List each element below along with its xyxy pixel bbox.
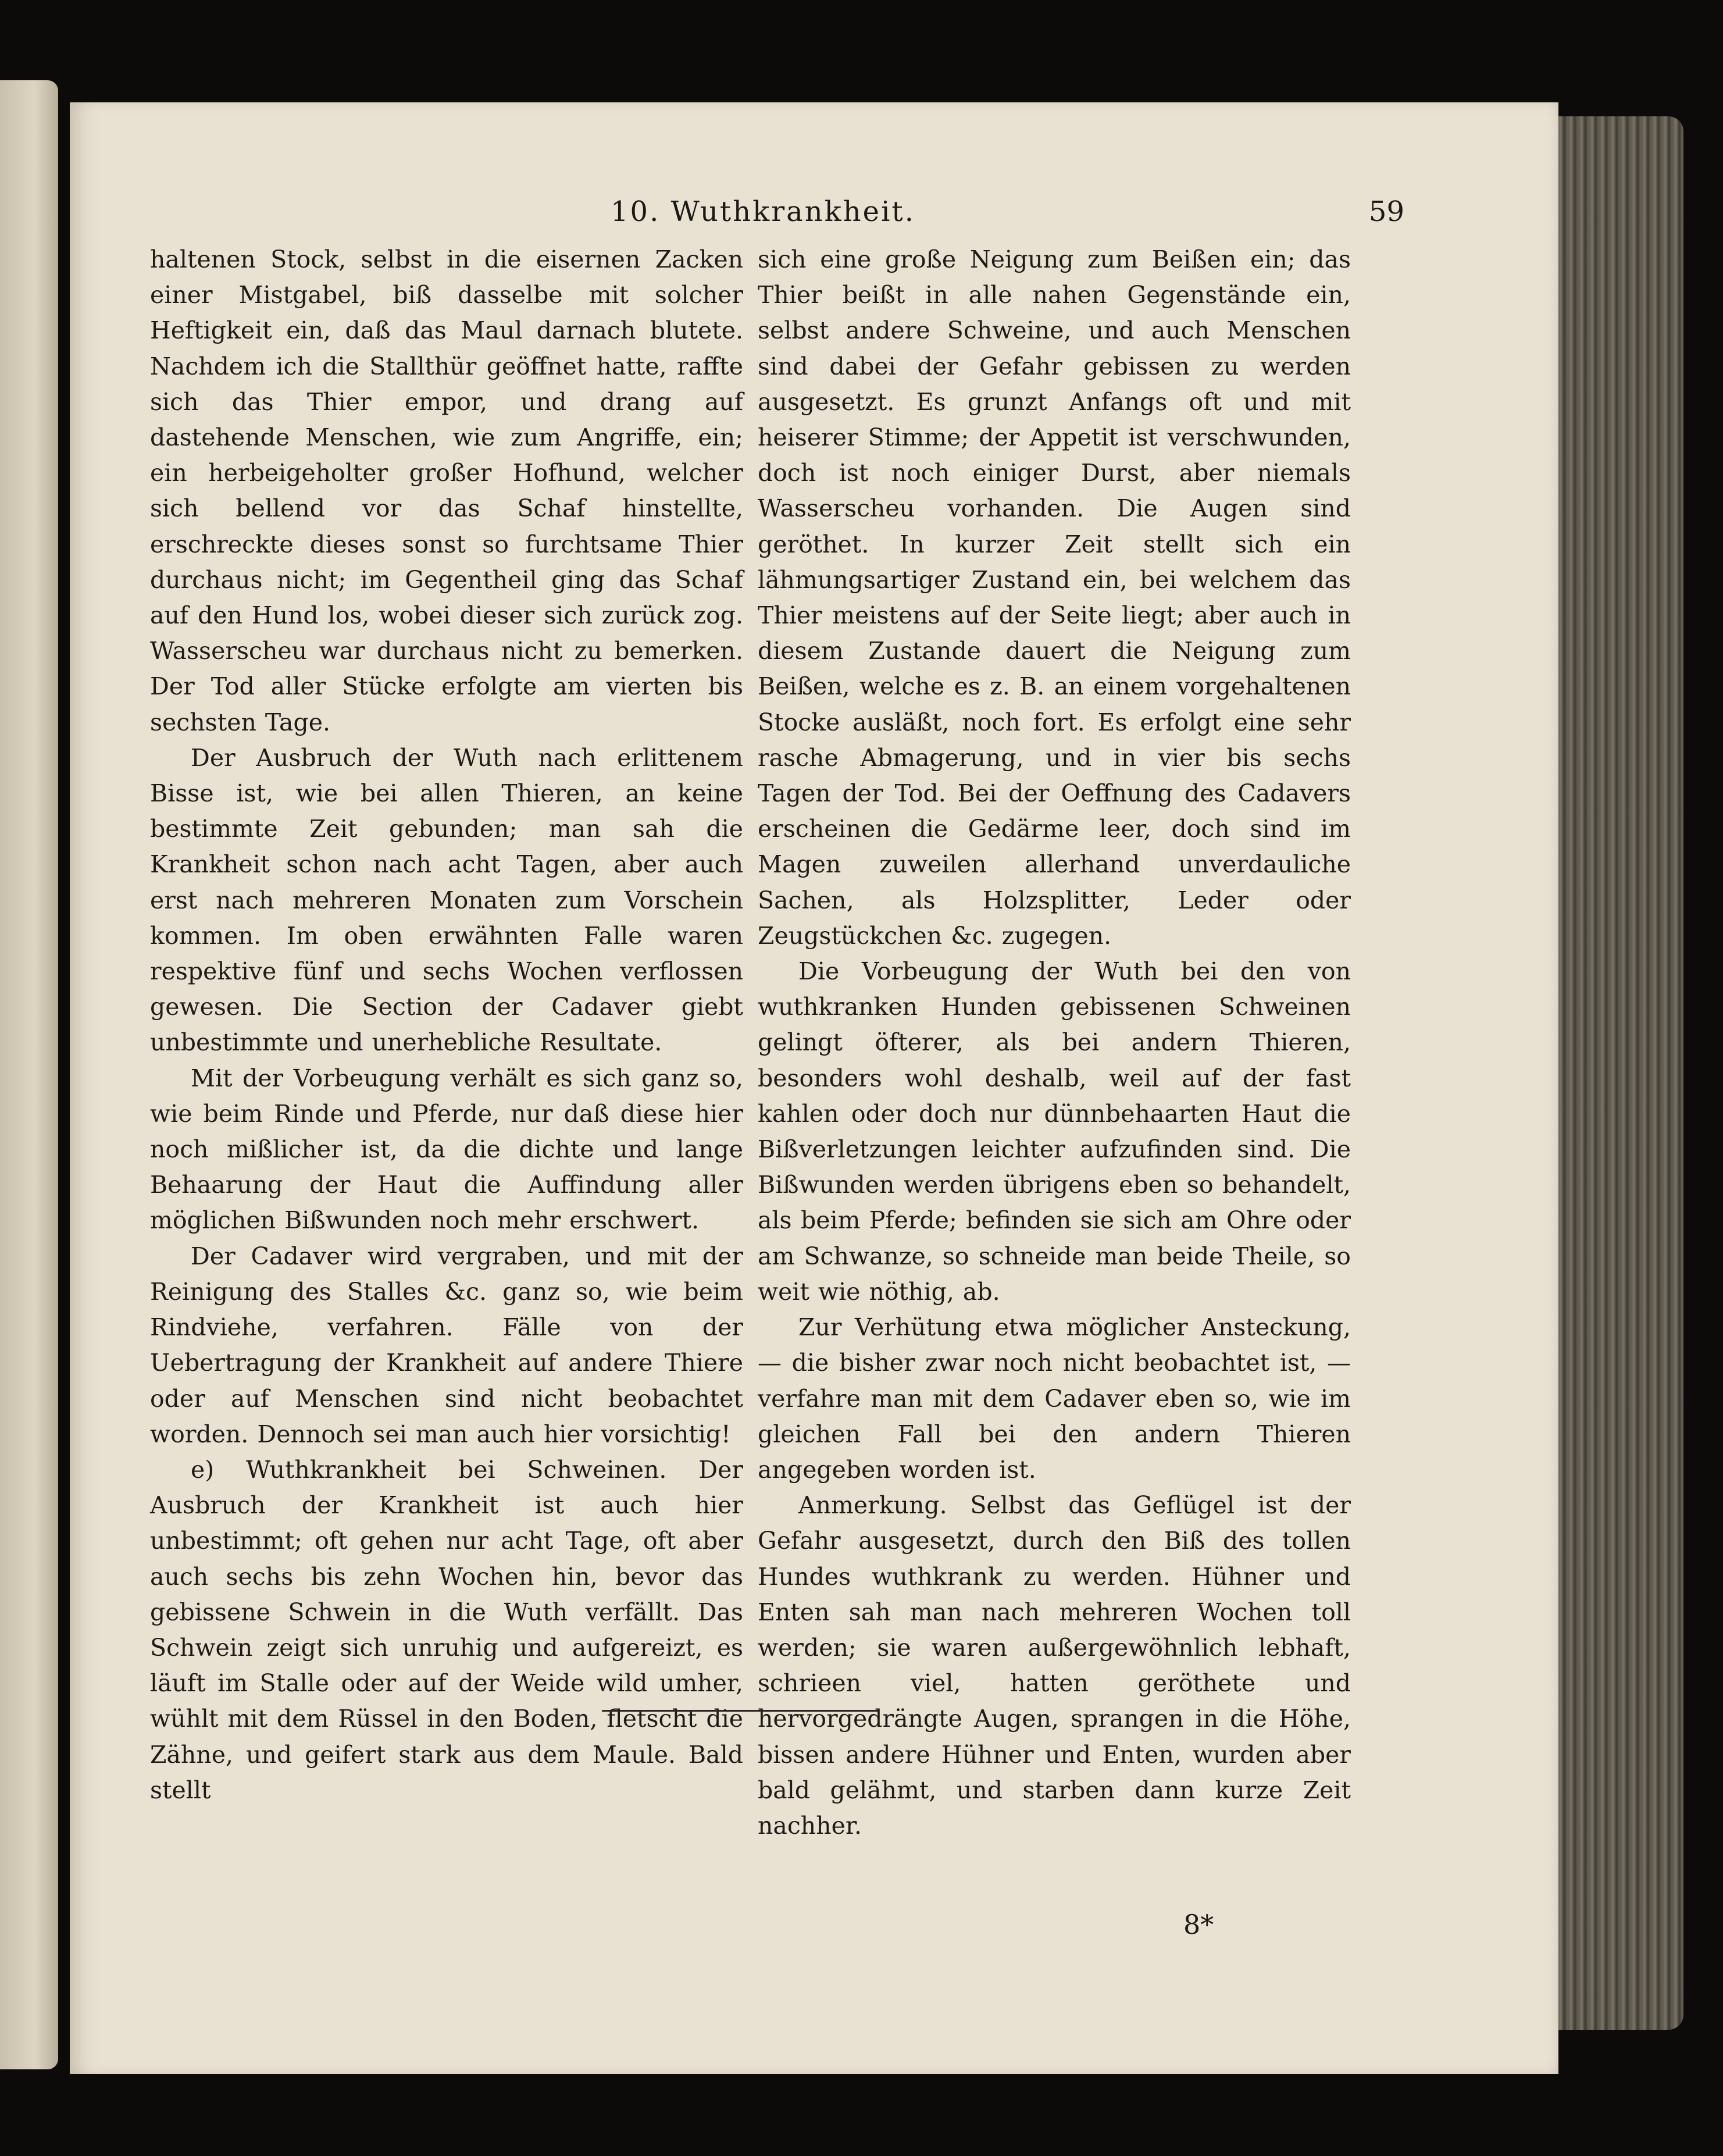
- chapter-title: 10. Wuthkrankheit.: [611, 195, 915, 228]
- paragraph: Mit der Vorbeugung verhält es sich ganz so, wie beim Rinde und Pferde, nur daß diese hier noch mißlicher ist, da die dichte und lange Behaarung der Haut die Auffindung aller möglichen Bißwunden noch mehr erschwert.: [150, 1064, 743, 1235]
- facing-page-edge: [0, 80, 58, 2069]
- paragraph: sich eine große Neigung zum Beißen ein; das Thier beißt in alle nahen Gegenstände ein, selbst andere Schweine, und auch Menschen sind dabei der Gefahr gebissen zu werden ausgesetzt. Es grunzt Anfangs oft und mit heiserer Stimme; der Appetit ist verschwunden, doch ist noch einiger Durst, aber niemals Wasserscheu vorhanden. Die Augen sind geröthet. In kurzer Zeit stellt sich ein lähmungsartiger Zustand ein, bei welchem das Thier meistens auf der Seite liegt; aber auch in diesem Zustande dauert die Neigung zum Beißen, welche es z. B. an einem vorgehaltenen Stocke ausläßt, noch fort. Es erfolgt eine sehr rasche Abmagerung, und in vier bis sechs Tagen der Tod. Bei der Oeffnung des Cadavers erscheinen die Gedärme leer, doch sind im Magen zuweilen allerhand unverdauliche Sachen, als Holzsplitter, Leder oder Zeugstückchen &c. zugegen.: [758, 245, 1351, 950]
- page-number: 59: [1368, 195, 1404, 228]
- right-column: [758, 242, 1351, 1844]
- paragraph: Die Vorbeugung der Wuth bei den von wuthkranken Hunden gebissenen Schweinen gelingt öfterer, als bei andern Thieren, besonders wohl deshalb, weil auf der fast kahlen oder doch nur dünnbehaarten Haut die Bißverletzungen leichter aufzufinden sind. Die Bißwunden werden übrigens eben so behandelt, als beim Pferde; befinden sie sich am Ohre oder am Schwanze, so schneide man beide Theile, so weit wie nöthig, ab.: [758, 957, 1351, 1306]
- paragraph: Der Ausbruch der Wuth nach erlittenem Bisse ist, wie bei allen Thieren, an keine bestimmte Zeit gebunden; man sah die Krankheit schon nach acht Tagen, aber auch erst nach mehreren Monaten zum Vorschein kommen. Im oben erwähnten Falle waren respektive fünf und sechs Wochen verflossen gewesen. Die Section der Cadaver giebt unbestimmte und unerhebliche Resultate.: [150, 743, 743, 1057]
- paragraph: haltenen Stock, selbst in die eisernen Zacken einer Mistgabel, biß dasselbe mit solcher Heftigkeit ein, daß das Maul darnach blutete. Nachdem ich die Stallthür geöffnet hatte, raffte sich das Thier empor, und drang auf dastehende Menschen, wie zum Angriffe, ein; ein herbeigeholter großer Hofhund, welcher sich bellend vor das Schaf hinstellte, erschreckte dieses sonst so furchtsame Thier durchaus nicht; im Gegentheil ging das Schaf auf den Hund los, wobei dieser sich zurück zog. Wasserscheu war durchaus nicht zu bemerken. Der Tod aller Stücke erfolgte am vierten bis sechsten Tage.: [150, 245, 743, 736]
- signature-mark: 8*: [1183, 1909, 1214, 1940]
- paragraph: e) Wuthkrankheit bei Schweinen. Der Ausbruch der Krankheit ist auch hier unbestimmt; oft gehen nur acht Tage, oft aber auch sechs bis zehn Wochen hin, bevor das gebissene Schwein in die Wuth verfällt. Das Schwein zeigt sich unruhig und aufgereizt, es läuft im Stalle oder auf der Weide wild umher, wühlt mit dem Rüssel in den Boden, fletscht die Zähne, und geifert stark aus dem Maule. Bald stellt: [150, 1455, 743, 1804]
- running-head: [70, 195, 1558, 242]
- paragraph: Anmerkung. Selbst das Geflügel ist der Gefahr ausgesetzt, durch den Biß des tollen Hundes wuthkrank zu werden. Hühner und Enten sah man nach mehreren Wochen toll werden; sie waren außergewöhnlich lebhaft, schrieen viel, hatten geröthete und hervorgedrängte Augen, sprangen in die Höhe, bissen andere Hühner und Enten, wurden aber bald gelähmt, und starben dann kurze Zeit nachher.: [758, 1491, 1351, 1840]
- paragraph: Zur Verhütung etwa möglicher Ansteckung, — die bisher zwar noch nicht beobachtet ist, — verfahre man mit dem Cadaver eben so, wie im gleichen Fall bei den andern Thieren angegeben worden ist.: [758, 1313, 1351, 1484]
- section-end-rule: [602, 1710, 878, 1712]
- left-column: [150, 242, 743, 1808]
- book-page-edges: [1547, 116, 1683, 2030]
- paragraph: Der Cadaver wird vergraben, und mit der Reinigung des Stalles &c. ganz so, wie beim Rindviehe, verfahren. Fälle von der Uebertragung der Krankheit auf andere Thiere oder auf Menschen sind nicht beobachtet worden. Dennoch sei man auch hier vorsichtig!: [150, 1242, 743, 1448]
- book-page: [70, 102, 1558, 2074]
